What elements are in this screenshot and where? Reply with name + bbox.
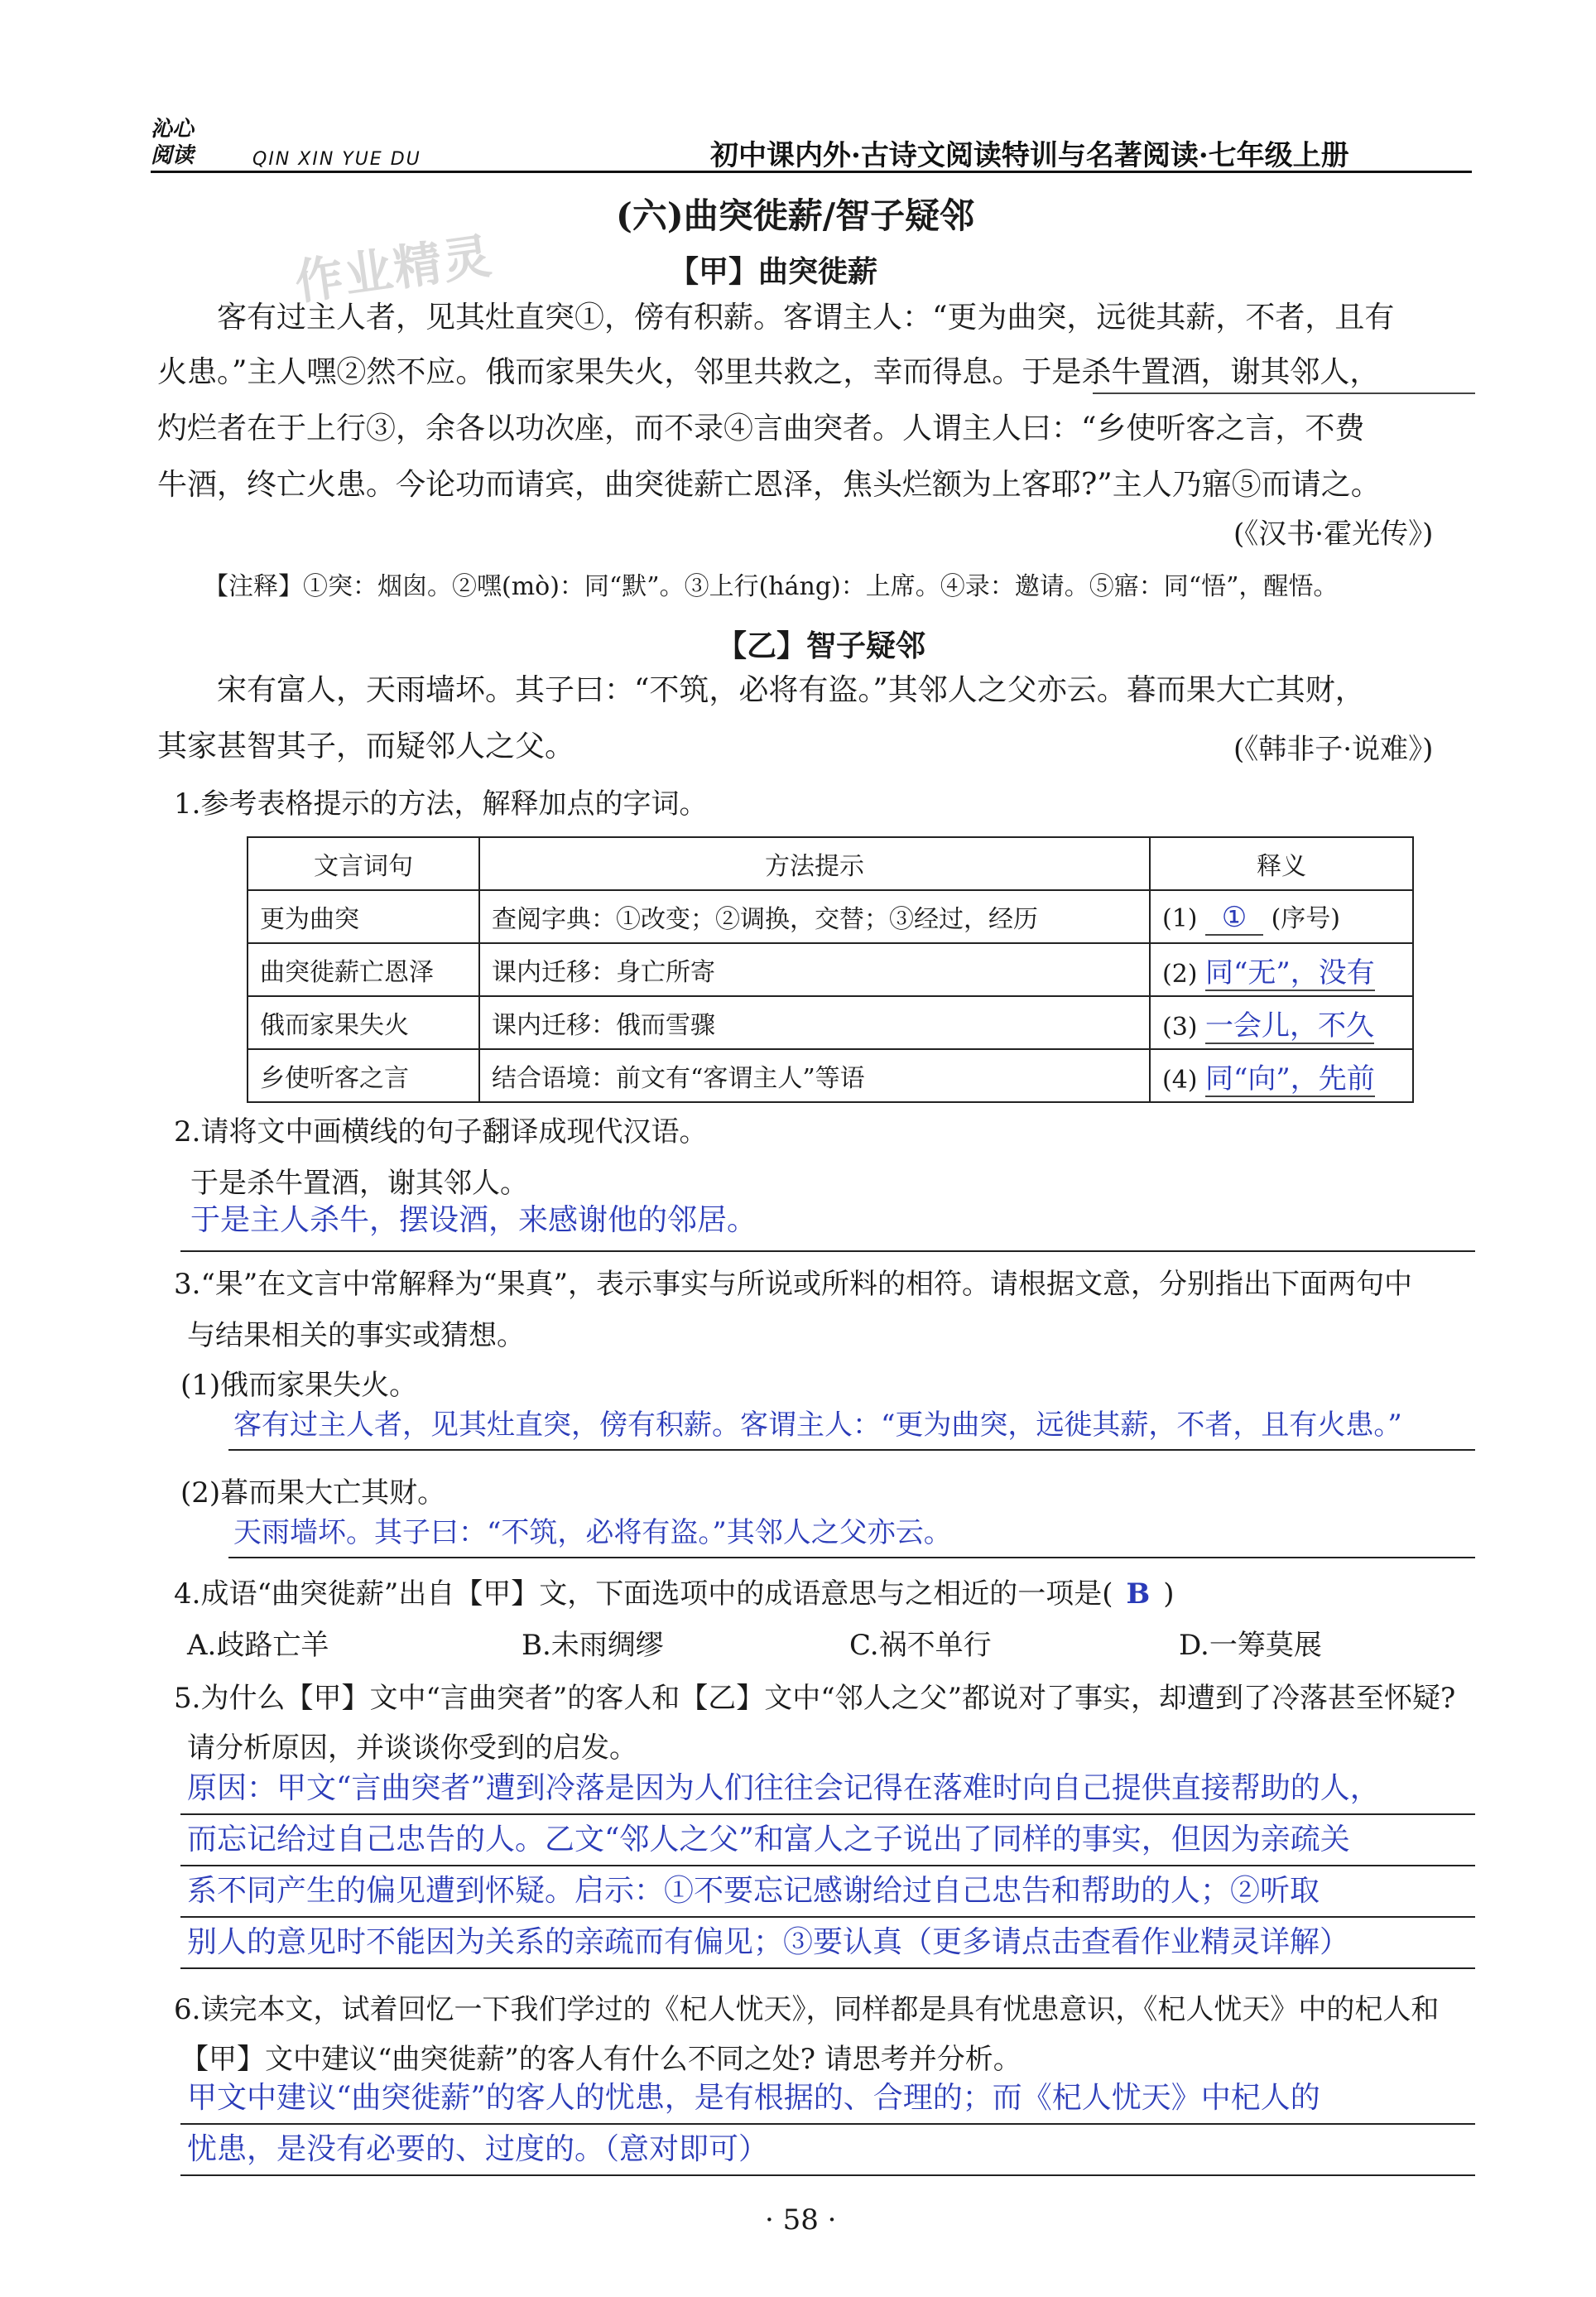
q3-answer-1-line [228,1449,1475,1451]
table-header: 释义 [1150,837,1413,890]
q4-option: B.未雨绸缪 [522,1629,664,1662]
page-number: · 58 · [765,2203,837,2237]
hint-cell: 查阅字典：①改变；②调换，交替；③经过，经历 [479,890,1150,943]
q6-prompt-1: 6.读完本文，试着回忆一下我们学过的《杞人忧天》，同样都是具有忧患意识，《杞人忧天》中的杞人和 [174,1993,1440,2026]
series-title: 初中课内外·古诗文阅读特训与名著阅读·七年级上册 [710,139,1349,172]
q5-answer-line [180,1865,1475,1866]
text-a-line-1: 客有过主人者，见其灶直突①，傍有积薪。客谓主人：“更为曲突，远徙其薪，不者，且有 [217,301,1395,335]
q6-answer-1: 甲文中建议“曲突徙薪”的客人的忧患，是有根据的、合理的；而《杞人忧天》中杞人的 [187,2081,1320,2115]
hint-cell: 课内迁移：身亡所寄 [479,943,1150,996]
q4-prompt: 4.成语“曲突徙薪”出自【甲】文，下面选项中的成语意思与之相近的一项是( [174,1577,1113,1611]
answer-num: (3) [1162,1012,1198,1042]
q5-answer-3: 系不同产生的偏见遭到怀疑。启示：①不要忘记感谢给过自己忠告和帮助的人；②听取 [187,1874,1320,1908]
text-a-line-4: 牛酒，终亡火患。今论功而请宾，曲突徙薪亡恩泽，焦头烂额为上客耶?”主人乃寤⑤而请之。 [157,468,1381,502]
text-a-line-3: 灼烂者在于上行③，余各以功次座，而不录④言曲突者。人谓主人曰：“乡使听客之言，不费 [157,412,1365,445]
q3-sub-2: (2)暮而果大亡其财。 [180,1476,446,1510]
q3-prompt-2: 与结果相关的事实或猜想。 [187,1319,525,1352]
q2-prompt: 2.请将文中画横线的句子翻译成现代汉语。 [174,1115,708,1148]
text-a-title: 【甲】曲突徙薪 [669,254,878,289]
answer-num: (4) [1162,1065,1198,1095]
brand-pinyin: QIN XIN YUE DU [252,149,421,170]
header-rule [151,171,1472,173]
q4-option: D.一筹莫展 [1179,1629,1322,1662]
answer-suffix: (序号) [1271,904,1341,933]
q4-close: ) [1163,1577,1175,1611]
q3-answer-2: 天雨墙坏。其子曰：“不筑，必将有盗。”其邻人之父亦云。 [233,1516,952,1549]
hint-cell: 结合语境：前文有“客谓主人”等语 [479,1049,1150,1102]
q5-answer-1: 原因：甲文“言曲突者”遭到冷落是因为人们往往会记得在落难时向自己提供直接帮助的人， [187,1771,1380,1805]
text-b-title: 【乙】智子疑邻 [717,628,926,663]
q1-prompt: 1.参考表格提示的方法，解释加点的字词。 [174,787,708,821]
q4-option: A.歧路亡羊 [187,1629,329,1662]
phrase-cell: 乡使听客之言 [248,1049,479,1102]
q6-answer-2: 忧患，是没有必要的、过度的。（意对即可） [187,2132,769,2166]
phrase-cell: 俄而家果失火 [248,996,479,1049]
text-a-notes: 【注释】①突：烟囱。②嘿(mò)：同“默”。③上行(háng)：上席。④录：邀请。⑤寤：同“悟”，醒悟。 [204,572,1339,601]
answer-text: 同“无”，没有 [1205,956,1375,990]
table-row [248,1049,1413,1102]
text-b-line-1: 宋有富人，天雨墙坏。其子曰：“不筑，必将有盗。”其邻人之父亦云。暮而果大亡其财， [217,673,1365,707]
q2-answer-line [180,1250,1475,1252]
q5-prompt-2: 请分析原因，并谈谈你受到的启发。 [187,1731,637,1765]
text-a-source: (《汉书·霍光传》) [1233,518,1434,551]
answer-num: (2) [1162,959,1198,989]
text-b-line-2: 其家甚智其子，而疑邻人之父。 [157,730,575,763]
q2-answer: 于是主人杀牛，摆设酒，来感谢他的邻居。 [190,1203,757,1237]
table-header-row [248,837,1413,890]
section-title: (六)曲突徙薪/智子疑邻 [616,195,975,236]
phrase-cell: 曲突徙薪亡恩泽 [248,943,479,996]
text-b-source: (《韩非子·说难》) [1233,733,1434,766]
q5-answer-4: 别人的意见时不能因为关系的亲疏而有偏见；③要认真（更多请点击查看作业精灵详解） [187,1925,1350,1959]
q6-answer-line [180,2123,1475,2125]
q5-answer-2: 而忘记给过自己忠告的人。乙文“邻人之父”和富人之子说出了同样的事实，但因为亲疏关 [187,1823,1350,1856]
q3-answer-2-line [228,1557,1475,1558]
table-row [248,996,1413,1049]
text-a-underline [1093,392,1475,394]
q3-prompt-1: 3.“果”在文言中常解释为“果真”，表示事实与所说或所料的相符。请根据文意，分别指出下面两句中 [174,1268,1412,1301]
hint-cell: 课内迁移：俄而雪骤 [479,996,1150,1049]
answer-num: (1) [1162,904,1198,933]
watermark: 作业精灵 [291,227,497,311]
q3-sub-1: (1)俄而家果失火。 [180,1369,418,1402]
answer-cell [1150,1049,1413,1102]
q5-prompt-1: 5.为什么【甲】文中“言曲突者”的客人和【乙】文中“邻人之父”都说对了事实，却遭到了冷落甚至怀疑? [174,1682,1456,1715]
q1-table [247,836,1414,1103]
q2-sentence: 于是杀牛置酒，谢其邻人。 [190,1167,528,1200]
text-a-line-2: 火患。”主人嘿②然不应。俄而家果失火，邻里共救之，幸而得息。于是杀牛置酒，谢其邻人， [157,355,1380,389]
table-row [248,943,1413,996]
brand-name: 沁心 阅读 [151,117,195,168]
q5-answer-line [180,1813,1475,1815]
q4-answer: B [1126,1577,1151,1611]
q4-prompt-row [174,1577,1174,1611]
answer-cell [1150,890,1413,943]
answer-text: 同“向”，先前 [1205,1062,1375,1096]
table-row [248,890,1413,943]
q4-option: C.祸不单行 [849,1629,992,1662]
q6-answer-line [180,2174,1475,2176]
table-header: 方法提示 [479,837,1150,890]
answer-text: ① [1205,901,1263,936]
answer-cell [1150,943,1413,996]
phrase-cell: 更为曲突 [248,890,479,943]
q5-answer-line [180,1916,1475,1918]
answer-cell [1150,996,1413,1049]
answer-text: 一会儿，不久 [1205,1009,1375,1043]
q6-prompt-2: 【甲】文中建议“曲突徙薪”的客人有什么不同之处? 请思考并分析。 [180,2043,1022,2076]
table-header: 文言词句 [248,837,479,890]
q5-answer-line [180,1967,1475,1969]
q3-answer-1: 客有过主人者，见其灶直突，傍有积薪。客谓主人：“更为曲突，远徙其薪，不者，且有火患。” [233,1409,1402,1442]
